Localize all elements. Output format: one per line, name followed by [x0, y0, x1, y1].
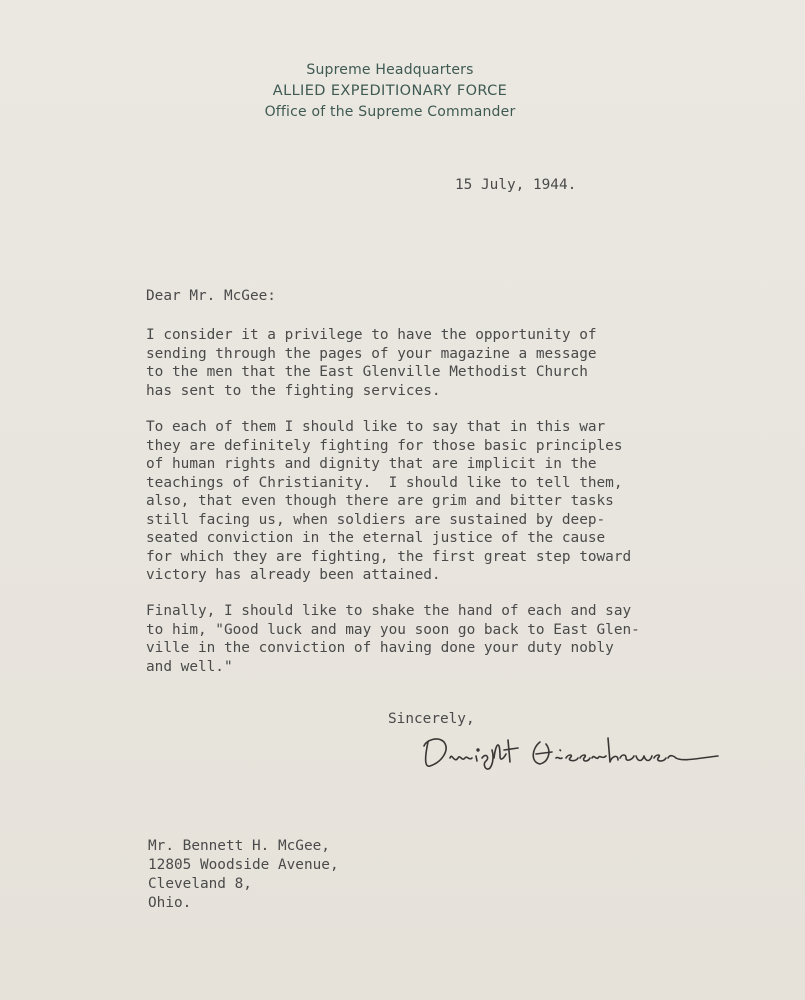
- address-line: Cleveland 8,: [148, 876, 252, 892]
- paragraph-line: for which they are fighting, the first great step toward: [146, 548, 632, 565]
- letter-date: 15 July, 1944.: [455, 177, 577, 193]
- recipient-address: [148, 837, 339, 913]
- paragraph-2: [146, 418, 631, 585]
- letterhead-line-2: ALLIED EXPEDITIONARY FORCE: [272, 83, 508, 99]
- paragraph-line: Finally, I should like to shake the hand of each and say: [146, 603, 632, 619]
- paragraph-line: of human rights and dignity that are implicit in the: [146, 456, 597, 472]
- paragraph-3: [146, 602, 640, 676]
- paragraph-line: sending through the pages of your magazine a message: [146, 345, 597, 362]
- letterhead-line-1: Supreme Headquarters: [306, 62, 474, 78]
- address-line: 12805 Woodside Avenue,: [148, 857, 339, 873]
- paragraph-line: also, that even though there are grim and bitter tasks: [146, 493, 614, 509]
- paragraph-line: ville in the conviction of having done your duty nobly: [146, 640, 614, 656]
- paragraph-line: still facing us, when soldiers are sustained by deep-: [146, 511, 606, 528]
- paragraph-line: I consider it a privilege to have the opportunity of: [146, 327, 597, 343]
- paragraph-line: teachings of Christianity. I should like to tell them,: [146, 474, 623, 491]
- letterhead-line-3: Office of the Supreme Commander: [264, 104, 516, 120]
- paragraph-line: To each of them I should like to say that in this war: [146, 419, 606, 435]
- address-line: Mr. Bennett H. McGee,: [148, 838, 330, 854]
- paragraph-line: to him, "Good luck and may you soon go back to East Glen-: [146, 621, 640, 638]
- signature-icon: [420, 728, 725, 788]
- paragraph-1: [146, 326, 597, 400]
- letterhead: [190, 60, 590, 123]
- paragraph-line: and well.": [146, 658, 233, 675]
- paragraph-line: seated conviction in the eternal justice of the cause: [146, 530, 606, 546]
- paragraph-line: to the men that the East Glenville Methodist Church: [146, 364, 588, 380]
- paragraph-line: they are definitely fighting for those basic principles: [146, 437, 623, 454]
- salutation: Dear Mr. McGee:: [146, 288, 276, 304]
- paragraph-line: has sent to the fighting services.: [146, 382, 441, 399]
- address-line: Ohio.: [148, 895, 192, 911]
- closing: Sincerely,: [388, 711, 475, 727]
- paragraph-line: victory has already been attained.: [146, 567, 441, 583]
